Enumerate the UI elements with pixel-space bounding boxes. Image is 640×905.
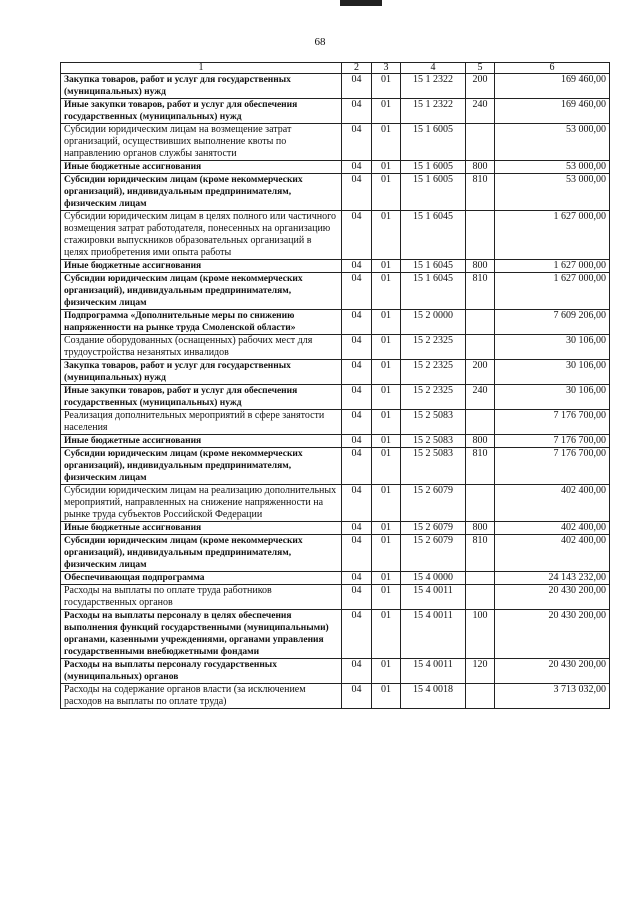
row-expense-type-cell: 810 xyxy=(466,535,495,572)
row-amount-cell: 20 430 200,00 xyxy=(495,659,610,684)
table-row xyxy=(61,485,610,522)
row-expense-type-cell xyxy=(466,572,495,585)
column-header: 6 xyxy=(495,63,610,74)
row-name-cell: Реализация дополнительных мероприятий в сфере занятости населения xyxy=(61,410,342,435)
row-expense-type-cell xyxy=(466,124,495,161)
row-target-article-cell: 15 2 6079 xyxy=(401,535,466,572)
row-expense-type-cell: 120 xyxy=(466,659,495,684)
row-section-cell: 04 xyxy=(342,360,372,385)
row-expense-type-cell: 240 xyxy=(466,385,495,410)
row-target-article-cell: 15 1 6045 xyxy=(401,273,466,310)
row-section-cell: 04 xyxy=(342,485,372,522)
row-amount-cell: 7 609 206,00 xyxy=(495,310,610,335)
table-row xyxy=(61,610,610,659)
row-subsection-cell: 01 xyxy=(372,99,401,124)
row-name-cell: Расходы на выплаты персоналу государственных (муниципальных) органов xyxy=(61,659,342,684)
table-row xyxy=(61,659,610,684)
row-amount-cell: 1 627 000,00 xyxy=(495,211,610,260)
row-target-article-cell: 15 2 2325 xyxy=(401,335,466,360)
row-target-article-cell: 15 2 6079 xyxy=(401,485,466,522)
row-name-cell: Субсидии юридическим лицам на реализацию дополнительных мероприятий, направленных на снижение напряженности на рынке труда субъектов Российской Федерации xyxy=(61,485,342,522)
row-subsection-cell: 01 xyxy=(372,335,401,360)
row-section-cell: 04 xyxy=(342,585,372,610)
row-section-cell: 04 xyxy=(342,335,372,360)
row-amount-cell: 30 106,00 xyxy=(495,335,610,360)
row-expense-type-cell xyxy=(466,310,495,335)
row-amount-cell: 53 000,00 xyxy=(495,174,610,211)
row-amount-cell: 169 460,00 xyxy=(495,74,610,99)
row-name-cell: Иные бюджетные ассигнования xyxy=(61,522,342,535)
row-amount-cell: 53 000,00 xyxy=(495,161,610,174)
column-header: 2 xyxy=(342,63,372,74)
row-amount-cell: 1 627 000,00 xyxy=(495,260,610,273)
row-subsection-cell: 01 xyxy=(372,485,401,522)
row-name-cell: Иные бюджетные ассигнования xyxy=(61,260,342,273)
row-amount-cell: 30 106,00 xyxy=(495,385,610,410)
row-name-cell: Закупка товаров, работ и услуг для государственных (муниципальных) нужд xyxy=(61,360,342,385)
row-target-article-cell: 15 2 5083 xyxy=(401,410,466,435)
row-target-article-cell: 15 1 6005 xyxy=(401,124,466,161)
table-row xyxy=(61,99,610,124)
row-subsection-cell: 01 xyxy=(372,435,401,448)
table-row xyxy=(61,273,610,310)
row-amount-cell: 402 400,00 xyxy=(495,485,610,522)
row-target-article-cell: 15 1 2322 xyxy=(401,99,466,124)
row-expense-type-cell: 240 xyxy=(466,99,495,124)
row-section-cell: 04 xyxy=(342,161,372,174)
row-expense-type-cell xyxy=(466,335,495,360)
row-name-cell: Субсидии юридическим лицам (кроме некоммерческих организаций), индивидуальным предпринимателям, физическим лицам xyxy=(61,535,342,572)
row-target-article-cell: 15 1 6005 xyxy=(401,174,466,211)
row-name-cell: Субсидии юридическим лицам (кроме некоммерческих организаций), индивидуальным предпринимателям, физическим лицам xyxy=(61,273,342,310)
row-target-article-cell: 15 2 0000 xyxy=(401,310,466,335)
row-amount-cell: 7 176 700,00 xyxy=(495,435,610,448)
row-expense-type-cell xyxy=(466,485,495,522)
table-row xyxy=(61,74,610,99)
row-target-article-cell: 15 1 2322 xyxy=(401,74,466,99)
row-name-cell: Субсидии юридическим лицам (кроме некоммерческих организаций), индивидуальным предпринимателям, физическим лицам xyxy=(61,174,342,211)
row-name-cell: Расходы на выплаты персоналу в целях обеспечения выполнения функций государственными (муниципальными) органами, казенными учреждениями, органами управления государственными внебюджетными фондами xyxy=(61,610,342,659)
row-name-cell: Субсидии юридическим лицам на возмещение затрат организаций, осуществивших выполнение квоты по направлению органов службы занятости xyxy=(61,124,342,161)
row-section-cell: 04 xyxy=(342,610,372,659)
row-amount-cell: 24 143 232,00 xyxy=(495,572,610,585)
row-section-cell: 04 xyxy=(342,211,372,260)
row-expense-type-cell xyxy=(466,585,495,610)
row-section-cell: 04 xyxy=(342,310,372,335)
row-section-cell: 04 xyxy=(342,572,372,585)
row-target-article-cell: 15 1 6005 xyxy=(401,161,466,174)
row-expense-type-cell: 800 xyxy=(466,260,495,273)
row-subsection-cell: 01 xyxy=(372,448,401,485)
row-subsection-cell: 01 xyxy=(372,74,401,99)
table-row xyxy=(61,260,610,273)
row-subsection-cell: 01 xyxy=(372,161,401,174)
row-amount-cell: 7 176 700,00 xyxy=(495,448,610,485)
row-subsection-cell: 01 xyxy=(372,659,401,684)
row-target-article-cell: 15 2 2325 xyxy=(401,385,466,410)
row-section-cell: 04 xyxy=(342,410,372,435)
row-name-cell: Подпрограмма «Дополнительные меры по снижению напряженности на рынке труда Смоленской области» xyxy=(61,310,342,335)
row-name-cell: Обеспечивающая подпрограмма xyxy=(61,572,342,585)
row-subsection-cell: 01 xyxy=(372,572,401,585)
table-row xyxy=(61,448,610,485)
row-expense-type-cell: 800 xyxy=(466,522,495,535)
row-subsection-cell: 01 xyxy=(372,174,401,211)
row-amount-cell: 3 713 032,00 xyxy=(495,684,610,709)
row-amount-cell: 30 106,00 xyxy=(495,360,610,385)
row-subsection-cell: 01 xyxy=(372,522,401,535)
row-section-cell: 04 xyxy=(342,74,372,99)
row-target-article-cell: 15 4 0011 xyxy=(401,585,466,610)
row-subsection-cell: 01 xyxy=(372,385,401,410)
row-name-cell: Иные закупки товаров, работ и услуг для обеспечения государственных (муниципальных) нужд xyxy=(61,99,342,124)
table-row xyxy=(61,435,610,448)
row-target-article-cell: 15 2 5083 xyxy=(401,435,466,448)
row-section-cell: 04 xyxy=(342,124,372,161)
table-row xyxy=(61,124,610,161)
row-amount-cell: 402 400,00 xyxy=(495,522,610,535)
row-expense-type-cell xyxy=(466,211,495,260)
table-header-row xyxy=(61,63,610,74)
row-name-cell: Создание оборудованных (оснащенных) рабочих мест для трудоустройства незанятых инвалидов xyxy=(61,335,342,360)
table-row xyxy=(61,572,610,585)
row-subsection-cell: 01 xyxy=(372,360,401,385)
row-target-article-cell: 15 1 6045 xyxy=(401,260,466,273)
table-row xyxy=(61,211,610,260)
row-section-cell: 04 xyxy=(342,99,372,124)
table-row xyxy=(61,522,610,535)
row-target-article-cell: 15 4 0018 xyxy=(401,684,466,709)
row-name-cell: Субсидии юридическим лицам в целях полного или частичного возмещения затрат работодателя, понесенных на организацию стажировки выпускников образовательных организаций в целях приобретения ими опыта работы xyxy=(61,211,342,260)
row-subsection-cell: 01 xyxy=(372,260,401,273)
row-amount-cell: 53 000,00 xyxy=(495,124,610,161)
column-header: 4 xyxy=(401,63,466,74)
row-name-cell: Расходы на выплаты по оплате труда работников государственных органов xyxy=(61,585,342,610)
row-section-cell: 04 xyxy=(342,522,372,535)
row-name-cell: Закупка товаров, работ и услуг для государственных (муниципальных) нужд xyxy=(61,74,342,99)
row-expense-type-cell xyxy=(466,410,495,435)
row-target-article-cell: 15 4 0000 xyxy=(401,572,466,585)
row-section-cell: 04 xyxy=(342,448,372,485)
row-section-cell: 04 xyxy=(342,435,372,448)
table-row xyxy=(61,161,610,174)
row-expense-type-cell xyxy=(466,684,495,709)
row-amount-cell: 402 400,00 xyxy=(495,535,610,572)
row-section-cell: 04 xyxy=(342,659,372,684)
row-expense-type-cell: 810 xyxy=(466,448,495,485)
row-subsection-cell: 01 xyxy=(372,410,401,435)
row-subsection-cell: 01 xyxy=(372,610,401,659)
row-target-article-cell: 15 4 0011 xyxy=(401,659,466,684)
table-row xyxy=(61,335,610,360)
table-row xyxy=(61,174,610,211)
row-target-article-cell: 15 2 5083 xyxy=(401,448,466,485)
row-section-cell: 04 xyxy=(342,684,372,709)
table-row xyxy=(61,385,610,410)
row-name-cell: Субсидии юридическим лицам (кроме некоммерческих организаций), индивидуальным предпринимателям, физическим лицам xyxy=(61,448,342,485)
row-name-cell: Иные бюджетные ассигнования xyxy=(61,435,342,448)
table-row xyxy=(61,410,610,435)
row-amount-cell: 7 176 700,00 xyxy=(495,410,610,435)
row-section-cell: 04 xyxy=(342,385,372,410)
row-expense-type-cell: 200 xyxy=(466,74,495,99)
row-subsection-cell: 01 xyxy=(372,124,401,161)
table-row xyxy=(61,360,610,385)
scan-artifact-mark xyxy=(340,0,382,6)
page-number: 68 xyxy=(314,36,326,48)
row-section-cell: 04 xyxy=(342,174,372,211)
column-header: 3 xyxy=(372,63,401,74)
row-expense-type-cell: 810 xyxy=(466,174,495,211)
row-subsection-cell: 01 xyxy=(372,585,401,610)
table-row xyxy=(61,585,610,610)
row-expense-type-cell: 800 xyxy=(466,435,495,448)
row-target-article-cell: 15 1 6045 xyxy=(401,211,466,260)
row-amount-cell: 20 430 200,00 xyxy=(495,610,610,659)
row-name-cell: Расходы на содержание органов власти (за исключением расходов на выплаты по оплате труда) xyxy=(61,684,342,709)
row-expense-type-cell: 800 xyxy=(466,161,495,174)
row-subsection-cell: 01 xyxy=(372,310,401,335)
row-expense-type-cell: 100 xyxy=(466,610,495,659)
table-row xyxy=(61,684,610,709)
row-name-cell: Иные бюджетные ассигнования xyxy=(61,161,342,174)
row-target-article-cell: 15 4 0011 xyxy=(401,610,466,659)
row-section-cell: 04 xyxy=(342,535,372,572)
row-subsection-cell: 01 xyxy=(372,211,401,260)
budget-table xyxy=(60,62,610,709)
row-target-article-cell: 15 2 6079 xyxy=(401,522,466,535)
row-amount-cell: 1 627 000,00 xyxy=(495,273,610,310)
row-name-cell: Иные закупки товаров, работ и услуг для обеспечения государственных (муниципальных) нужд xyxy=(61,385,342,410)
row-expense-type-cell: 200 xyxy=(466,360,495,385)
row-amount-cell: 20 430 200,00 xyxy=(495,585,610,610)
row-subsection-cell: 01 xyxy=(372,273,401,310)
row-subsection-cell: 01 xyxy=(372,684,401,709)
column-header: 5 xyxy=(466,63,495,74)
table-row xyxy=(61,310,610,335)
row-amount-cell: 169 460,00 xyxy=(495,99,610,124)
table-row xyxy=(61,535,610,572)
row-section-cell: 04 xyxy=(342,260,372,273)
row-target-article-cell: 15 2 2325 xyxy=(401,360,466,385)
row-expense-type-cell: 810 xyxy=(466,273,495,310)
row-subsection-cell: 01 xyxy=(372,535,401,572)
column-header: 1 xyxy=(61,63,342,74)
row-section-cell: 04 xyxy=(342,273,372,310)
